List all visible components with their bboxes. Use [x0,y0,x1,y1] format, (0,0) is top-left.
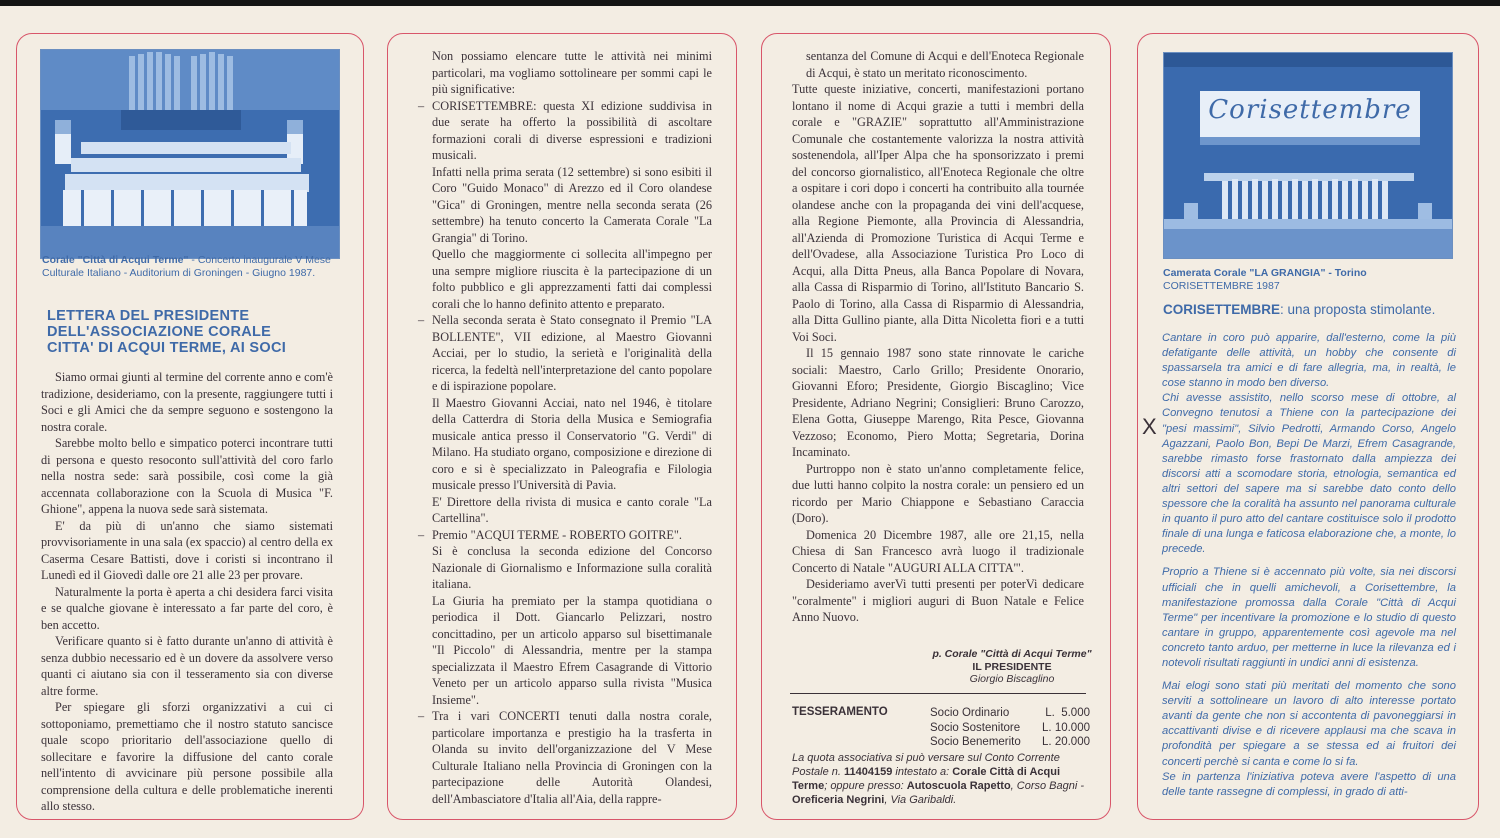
panel-thanks [761,33,1111,820]
panel-activities [387,33,737,820]
fee-amount: L. 5.000 [1045,707,1090,719]
note-text: , Corso Bagni - [1010,780,1085,792]
fee-label: Socio Ordinario [930,707,1010,719]
choir-concert-photo [40,49,340,259]
paragraph: Per spiegare gli sforzi organizzativi a cui ci sottoponiamo, premettiamo che il nostro statuto sancisce quale scopo prioritario dell'associazione quello di sollecitare e favorire la diffusione del canto corale nell'intento di avvicinare più persone possibile alla comprensione della cultura e delle problematiche inerenti allo stesso. [41,700,333,813]
fee-row [930,735,1090,750]
photo-caption [42,254,342,280]
signature [912,648,1111,686]
activity-detail: Quello che maggiormente ci sollecita all'impegno per una sempre migliore riuscita è la partecipazione di un folto pubblico e gli apprezzamenti fatti dai complessi corali che lo hanno definito attento e preparato. [432,247,712,311]
activity-detail: La Giuria ha premiato per la stampa quotidiana o periodica il Dott. Giancarlo Pelizzari, nostro concittadino, per un articolo apparso sul bisettimanale "Il Piccolo" di Alessandria, mentre per la stampa specializzata il Maestro Efrem Casagrande di Vittorio Veneto per un articolo apparso sulla rivista "Musica Insieme". [432,593,712,707]
stage-photo-art [1164,53,1452,258]
article-heading [1163,302,1463,317]
activity-detail: Infatti nella prima serata (12 settembre) si sono esibiti il Coro "Guido Monaco" di Arezzo ed il Coro olandese "Gica" di Groningen, mentre nella seconda serata (26 settembre) ha tenuto concerto la Camerata Corale "La Grangia" di Torino. [432,164,712,245]
paragraph: Purtroppo non è stato un'anno completamente felice, due lutti hanno colpito la nostra corale: un pensiero ed un ricordo per Mario Chiappone e Sebastiano Caraccia (Doro). [792,461,1084,525]
paragraph: Desideriamo averVi tutti presenti per poterVi dedicare "coralmente" i migliori auguri di Buon Natale e Felice Anno Nuovo. [792,577,1084,624]
paragraph: Proprio a Thiene si è accennato più volte, sia nei discorsi ufficiali che in quelli amichevoli, a Corisettembre, la manifestazione promossa dalla Corale "Città di Acqui Terme" per incentivare la promozione e lo studio di questo cantare in gruppo, apparentemente così agevole ma nel concreto tanto arduo, per metterne in luce la rilevanza ed i notevoli risultati raggiunti in undici anni di esistenza. [1162,566,1456,669]
fee-amount: L. 10.000 [1042,721,1090,734]
note-text: , Via Garibaldi. [884,794,957,806]
divider [790,693,1086,694]
paragraph: Se in partenza l'iniziativa poteva avere l'aspetto di una delle tante rassegne di complessi, in grado di atti- [1162,770,1456,798]
paragraph: Sarebbe molto bello e simpatico poterci incontrare tutti di persona e questo resoconto sull'attività del coro farlo nella nostra sede: sarà possibile, così come la già accennata collaborazione con la Scuola di Musica "F. Ghione", appena la nuova sede sarà sistemata. [41,436,333,516]
heading-rest: : una proposta stimolante. [1280,302,1436,317]
stage-photo [1163,52,1453,259]
note-text: La quota associativa si può versare sul Conto Corrente Postale n. [792,752,1060,778]
signature-name: Giorgio Biscaglino [969,673,1055,685]
paragraph: Naturalmente la porta è aperta a chi desidera farci visita e se qualche giovane è interessato a far parte del coro, è ben accetto. [41,584,333,632]
fee-label: Socio Sostenitore [930,721,1021,734]
heading-line: LETTERA DEL PRESIDENTE [47,308,250,324]
activity-lead: – Nella seconda serata è Stato consegnato il Premio "LA BOLLENTE", VII edizione, al Maestro Giovanni Acciai, per lo studio, la serietà e l'originalità della ricerca, la fedeltà nell'interpretazione del canto popolare e di ispirazione popolare. [418,312,712,395]
thanks-body [792,48,1084,626]
intro: Non possiamo elencare tutte le attività nei minimi particolari, ma vogliamo sottolineare per sommi capi le più significative: [432,49,712,96]
paragraph: Tutte queste iniziative, concerti, manifestazioni portano lontano il nome di Acqui grazie a tutti i membri della corale e "GRAZIE" soprattutto all'Amministrazione Comunale che costantemente valorizza la nostra attività sostenendola, all'Iper Alpa che ha sponsorizzato i premi del concorso giornalistico, all'Enoteca Regionale che oltre a ospitare i cori dopo i concerti ha contribuito alla tournée olandese anche con la propaganda dei vini dell'acquese, alla Regione Piemonte, alla Provincia di Alessandria, all'Azienda di Promozione Turistica di Acqui Terme e dell'Ovadese, alla Associazione Turistica Pro Loco di Acqui, alla Ditta Pneus, alla Banca Popolare di Novara, alla Cassa di Risparmio di Torino, all'Istituto Bancario S. Paolo di Torino, alla Cassa di Risparmio di Alessandria, alla Ditta Gullino piante, alla Ditta Nicoletta fiori e a tutti Voi Soci. [792,82,1084,344]
payment-note [792,751,1088,807]
caption-bold: Corale "Città di Acqui Terme" [42,254,189,266]
panel-corisettembre [1137,33,1479,820]
activity-lead: – Premio "ACQUI TERME - ROBERTO GOITRE". [418,527,712,544]
paragraph: Verificare quanto si è fatto durante un'anno di attività è senza dubbio necessario ed è un dovere da assolvere verso quanti ci aiutano sia con il tesseramento sia con diverse altre forme. [41,634,333,698]
paragraph: Domenica 20 Dicembre 1987, alle ore 21,15, nella Chiesa di San Francesco avrà luogo il tradizionale Concerto di Natale "AUGURI ALLA CITTA'". [792,527,1084,575]
paragraph: E' da più di un'anno che siamo sistemati provvisoriamente in una sala (ex spaccio) al centro della ex Caserma Cesare Battisti, dove i coristi si incontrano il Lunedì ed il Giovedì dalle ore 21 alle 23 per provare. [41,518,333,582]
tesseramento-title: TESSERAMENTO [792,706,888,718]
activity-detail: Si è conclusa la seconda edizione del Concorso Nazionale di Giornalismo e Informazione sulla coralità italiana. [432,544,712,591]
handwritten-x-mark: X [1142,414,1157,439]
paragraph: Mai elogi sono stati più meritati del momento che sono serviti a sottolineare un lavoro di alto interesse portato avanti da gente che non si accontenta di pavoneggiarsi in accattivanti divise e di ricevere applausi ma che scava in profondità per spiegare a se stessa ed ai fruitori dei concerti perchè si canta e come lo si fa. [1162,680,1456,768]
caption-rest: CORISETTEMBRE 1987 [1163,280,1280,292]
article-body [1162,331,1456,800]
scan-top-edge [0,0,1500,6]
paragraph: Cantare in coro può apparire, dall'esterno, come la più defatigante delle attività, un hobby che consente di spassarsela tra amici e di fare allegria, ma, in realtà, le cose stanno in modo ben diverso. [1162,332,1456,390]
paragraph: Siamo ormai giunti al termine del corrente anno e com'è tradizione, desideriamo, con la presente, raggiungere tutti i Soci e gli Amici che da sempre seguono e sostengono la nostra corale. [41,370,333,434]
corisettembre-banner: Corisettembre [1208,95,1412,125]
activities-body [418,48,712,807]
note-negrini: Oreficeria Negrini [792,794,885,806]
heading-line: DELL'ASSOCIAZIONE CORALE [47,324,272,340]
activity-detail: Il Maestro Giovanni Acciai, nato nel 1946, è titolare della Catterdra di Storia della Musica e Semiografia musicale antica presso il Conservatorio "G. Verdi" di Milano. Ha studiato organo, composizione e direzione di coro e si è specializzato in Paleografia e Filologia musicale presso l'Università di Pavia. [432,395,712,492]
letter-body [41,369,333,815]
letter-heading [47,308,337,356]
fee-amount: L. 20.000 [1042,736,1090,748]
heading-line: CITTA' DI ACQUI TERME, AI SOCI [47,340,287,356]
heading-bold: CORISETTEMBRE [1163,302,1281,317]
photo-caption [1163,267,1463,293]
caption-bold: Camerata Corale "LA GRANGIA" - Torino [1163,267,1367,279]
signature-title: IL PRESIDENTE [972,660,1052,673]
continuation: sentanza del Comune di Acqui e dell'Enoteca Regionale di Acqui, è stato un meritato riconoscimento. [806,49,1084,80]
fee-table [930,706,1090,750]
paragraph: Il 15 gennaio 1987 sono state rinnovate le cariche sociali: Maestro, Carlo Grillo; Presidente Onorario, Giovanni Eforo; Presidente, Giorgio Biscaglino; Vice Presidente, Adriano Negrini; Consiglieri: Bruno Carozzo, Elena Gotta, Giuseppe Marengo, Rita Pesce, Giovanna Vezzoso; Economo, Piero Motta; Segretaria, Dorina Incaminato. [792,346,1084,459]
signature-line: p. Corale "Città di Acqui Terme" [932,648,1092,660]
note-corale: Corale Città di Acqui Terme [792,766,1061,792]
note-text: ; oppure presso: [824,780,907,792]
fee-label: Socio Benemerito [930,736,1021,748]
activity-lead: – CORISETTEMBRE: questa XI edizione suddivisa in due serate ha offerto la possibilità di ascoltare formazioni corali di diverse espressioni e tradizioni musicali. [418,98,712,164]
note-text: intestato a: [892,766,953,778]
caption-rest: - Concerto inaugurale V Mese Culturale Italiano - Auditorium di Groningen - Giugno 1987. [42,254,331,279]
activity-lead: – Tra i vari CONCERTI tenuti dalla nostra corale, particolare importanza e prestigio ha la trasferta in Olanda su invito dell'organizzazione del V Mese Culturale Italiano nella Provincia di Groningen con la partecipazione delle Autorità Olandesi, dell'Ambasciatore d'Italia all'Aia, della rappre- [418,708,712,807]
note-rapetto: Autoscuola Rapetto [906,780,1011,792]
fee-row [930,721,1090,736]
note-ccp: 11404159 [843,766,893,778]
activity-detail: E' Direttore della rivista di musica e canto corale "La Cartellina". [432,494,712,525]
panel-letter [16,33,364,820]
fee-row [930,706,1090,721]
paragraph: Chi avesse assistito, nello scorso mese di ottobre, al Convegno tenutosi a Thiene con la partecipazione dei "pesi massimi", Silvio Pedrotti, Armando Corso, Angelo Agazzani, Paolo Bon, Bepi De Marzi, Efrem Casagrande, sarebbe rimasto forse frastornato dalla ampiezza dei discorsi atti a scomodare storia, etnologia, semantica ed altri settori del sapere ma si sarebbe dato conto dello spessore che la coralità ha assunto nel panorama culturale in quanto il puro atto del cantare costituisce solo il prodotto finale di una lunga e faticosa elaborazione che, a monte, lo precede. [1162,392,1456,556]
